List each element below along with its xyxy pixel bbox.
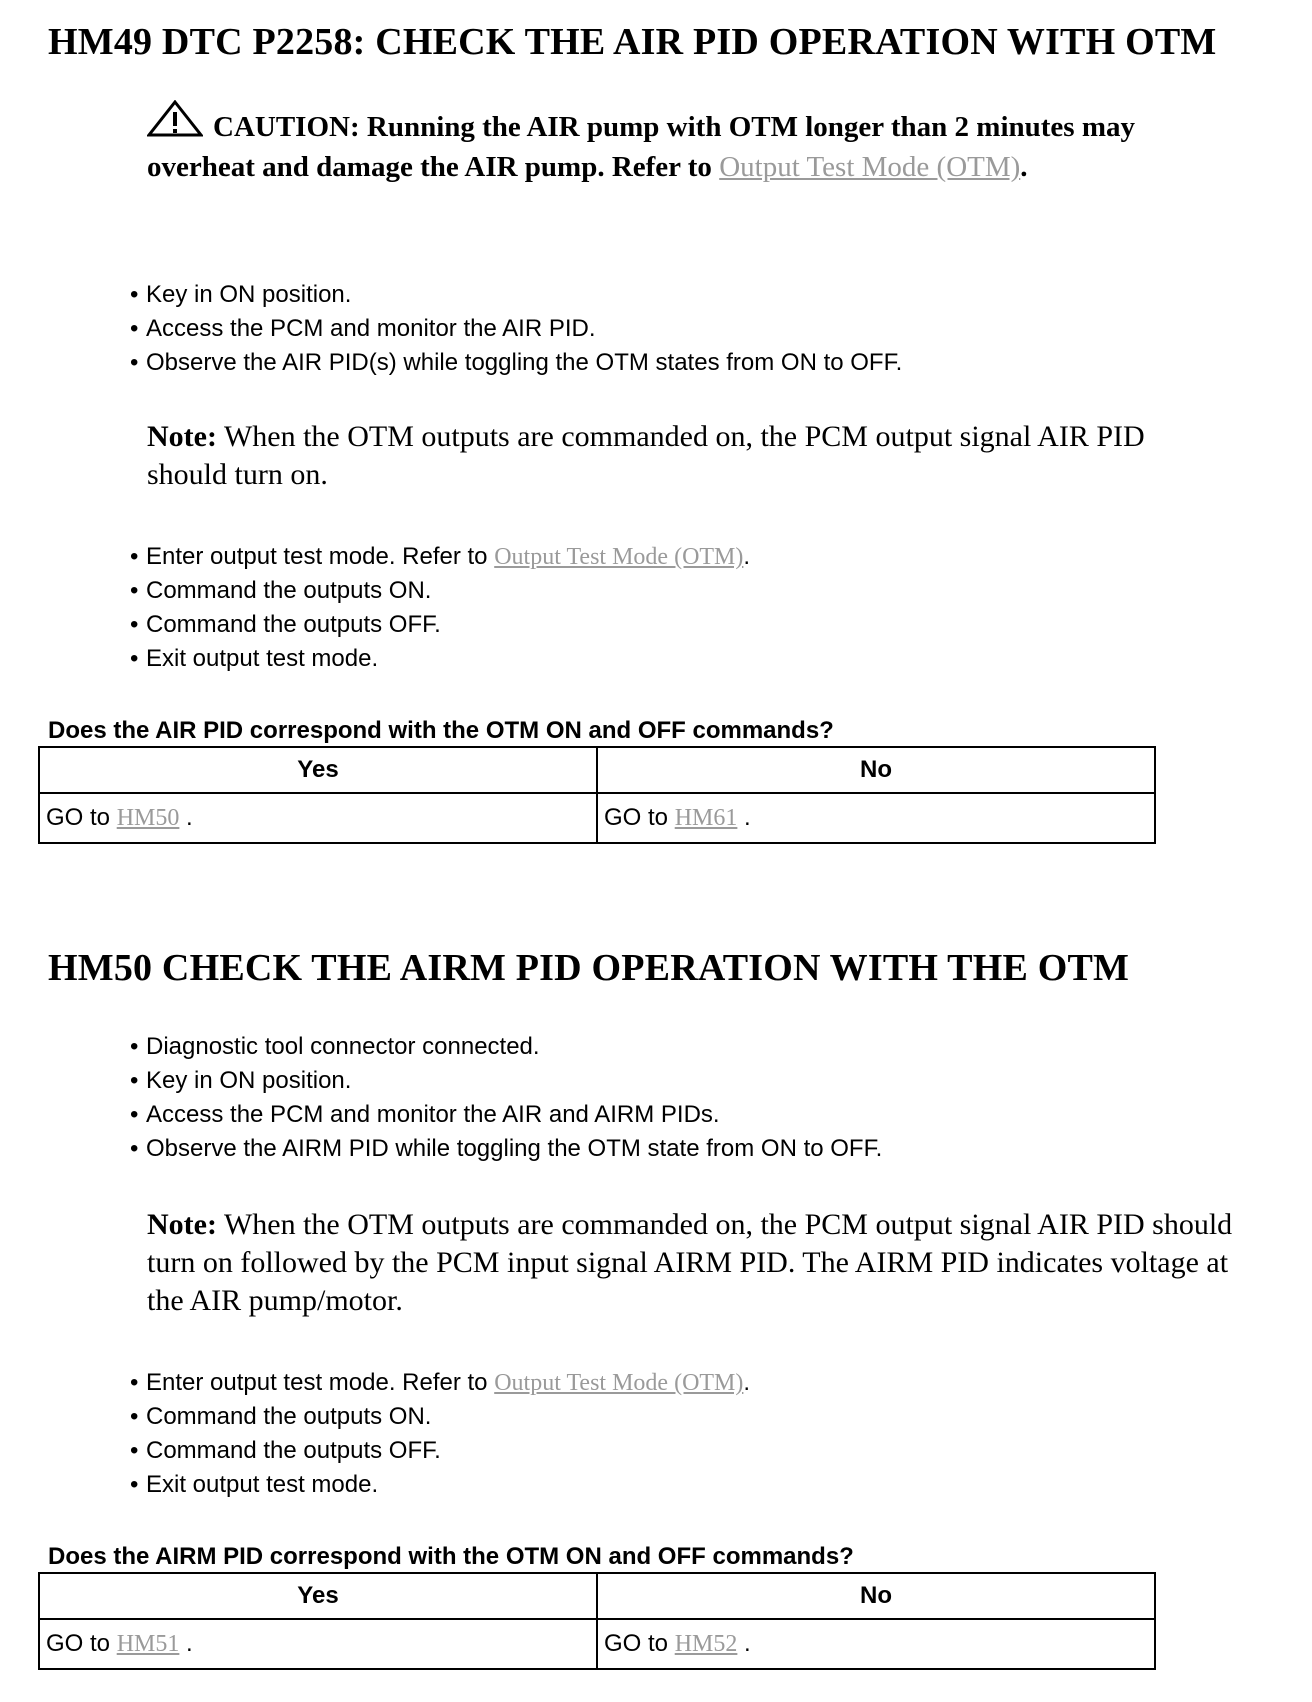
no-header: No	[597, 1573, 1155, 1619]
question-hm49: Does the AIR PID correspond with the OTM ON and OFF commands?	[48, 717, 834, 744]
list-item: • Key in ON position.	[130, 281, 352, 308]
no-cell: GO to HM61 .	[597, 793, 1155, 843]
table-row	[39, 793, 1155, 843]
hm61-link[interactable]: HM61	[674, 805, 738, 831]
otm-link[interactable]: Output Test Mode (OTM)	[494, 1370, 744, 1396]
yes-header: Yes	[39, 747, 597, 793]
caution-block	[147, 100, 1217, 186]
yes-cell: GO to HM51 .	[39, 1619, 597, 1669]
answer-table-hm49	[38, 746, 1156, 844]
warning-icon	[147, 100, 203, 148]
step-list-hm49-b	[130, 540, 750, 676]
caution-text: Running the AIR pump with OTM longer than 2 minutes may overheat and damage the AIR pump. Refer to	[147, 111, 1135, 183]
caution-end: .	[1020, 151, 1028, 183]
list-item: • Observe the AIR PID(s) while toggling the OTM states from ON to OFF.	[130, 349, 903, 376]
list-item: • Access the PCM and monitor the AIR PID.	[130, 315, 596, 342]
list-item: • Enter output test mode. Refer to Output Test Mode (OTM).	[130, 1369, 751, 1396]
note-text: When the OTM outputs are commanded on, the PCM output signal AIR PID should turn on followed by the PCM input signal AIRM PID. The AIRM PID indicates voltage at the AIR pump/motor.	[147, 1208, 1233, 1317]
list-item: • Access the PCM and monitor the AIR and AIRM PIDs.	[130, 1101, 720, 1128]
hm51-link[interactable]: HM51	[116, 1631, 180, 1657]
step-list-hm50-b	[130, 1366, 750, 1502]
list-item: • Command the outputs ON.	[130, 1403, 432, 1430]
otm-link[interactable]: Output Test Mode (OTM)	[494, 544, 744, 570]
table-header-row	[39, 1573, 1155, 1619]
yes-cell: GO to HM50 .	[39, 793, 597, 843]
otm-link-caution[interactable]: Output Test Mode (OTM)	[719, 151, 1021, 183]
yes-header: Yes	[39, 1573, 597, 1619]
list-item: • Command the outputs ON.	[130, 577, 432, 604]
no-header: No	[597, 747, 1155, 793]
question-hm50: Does the AIRM PID correspond with the OTM ON and OFF commands?	[48, 1543, 854, 1570]
list-item: • Exit output test mode.	[130, 1471, 379, 1498]
list-item: • Diagnostic tool connector connected.	[130, 1033, 540, 1060]
note-text: When the OTM outputs are commanded on, the PCM output signal AIR PID should turn on.	[147, 420, 1145, 491]
no-cell: GO to HM52 .	[597, 1619, 1155, 1669]
step-list-hm50-a	[130, 1030, 882, 1166]
section-title-hm49: HM49 DTC P2258: CHECK THE AIR PID OPERATION WITH OTM	[48, 21, 1217, 63]
step-list-hm49-a	[130, 278, 902, 380]
list-item: • Key in ON position.	[130, 1067, 352, 1094]
answer-table-hm50	[38, 1572, 1156, 1670]
note-hm49	[147, 418, 1197, 494]
hm50-link[interactable]: HM50	[116, 805, 180, 831]
list-item: • Command the outputs OFF.	[130, 1437, 441, 1464]
list-item: • Command the outputs OFF.	[130, 611, 441, 638]
list-item: • Exit output test mode.	[130, 645, 379, 672]
list-item: • Observe the AIRM PID while toggling the OTM state from ON to OFF.	[130, 1135, 883, 1162]
note-label: Note:	[147, 1208, 217, 1241]
list-item: • Enter output test mode. Refer to Output Test Mode (OTM).	[130, 543, 751, 570]
table-header-row	[39, 747, 1155, 793]
note-hm50	[147, 1206, 1262, 1320]
hm52-link[interactable]: HM52	[674, 1631, 738, 1657]
table-row	[39, 1619, 1155, 1669]
caution-label: CAUTION:	[213, 111, 360, 143]
note-label: Note:	[147, 420, 217, 453]
section-title-hm50: HM50 CHECK THE AIRM PID OPERATION WITH THE OTM	[48, 947, 1130, 989]
